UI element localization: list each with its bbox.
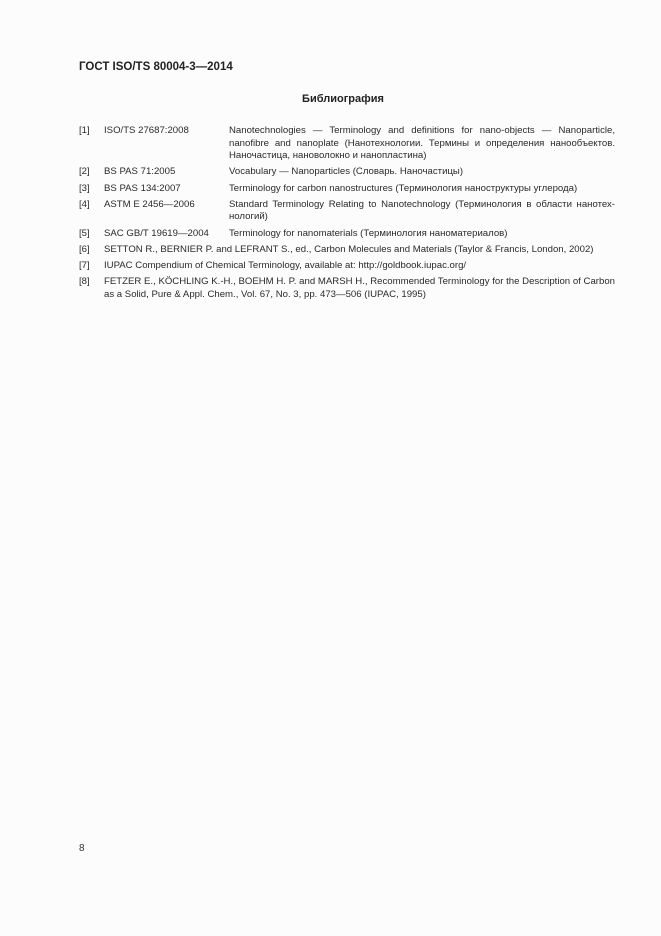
- bibliography-entry: [79, 244, 615, 257]
- entry-text: Nanotechnologies — Terminology and definitions for nano-objects — Nanoparticle, nanofibre and nanoplate (Нанотехнологии. Термины и определения нанообъектов. Наночастица, нановолокно и нанопластина): [229, 125, 615, 162]
- entry-number: [7]: [79, 259, 90, 271]
- document-standard-code: ГОСТ ISO/TS 80004-3—2014: [79, 61, 233, 73]
- entry-text: Terminology for carbon nanostructures (Терминология наноструктуры углерода): [229, 182, 578, 194]
- entry-text: Terminology for nanomaterials (Терминология наноматериалов): [229, 227, 508, 239]
- entry-number: [8]: [79, 276, 90, 288]
- entry-number: [4]: [79, 198, 90, 210]
- entry-text: SETTON R., BERNIER P. and LEFRANT S., ed., Carbon Molecules and Materials (Taylor & Francis, London, 2002): [104, 243, 594, 255]
- entry-number: [5]: [79, 227, 90, 239]
- entry-text: FETZER E., KÖCHLING K.-H., BOEHM H. P. and MARSH H., Recommended Terminology for the Description of Carbon as a Solid, Pure & Appl. Chem., Vol. 67, No. 3, pp. 473—506 (IUPAC, 1995): [104, 276, 615, 300]
- page-number: 8: [79, 843, 85, 854]
- entry-number: [6]: [79, 243, 90, 255]
- entry-code: ASTM E 2456—2006: [104, 198, 195, 210]
- entry-code: BS PAS 134:2007: [104, 182, 181, 194]
- bibliography-entry: [79, 276, 615, 301]
- bibliography-entry: [79, 260, 615, 273]
- entry-text: Standard Terminology Relating to Nanotechnology (Терминология в области нанотех-нологий): [229, 198, 615, 223]
- entry-number: [2]: [79, 166, 90, 178]
- entry-text: IUPAC Compendium of Chemical Terminology, available at: http://goldbook.iupac.org/: [104, 259, 467, 271]
- bibliography-entry: [79, 183, 615, 196]
- entry-number: [1]: [79, 125, 90, 136]
- entry-code: SAC GB/T 19619—2004: [104, 227, 209, 239]
- section-title: Библиография: [302, 93, 384, 105]
- bibliography-entry: [79, 199, 615, 224]
- bibliography-entry: [79, 166, 615, 179]
- entry-code: ISO/TS 27687:2008: [104, 125, 189, 136]
- entry-text: Vocabulary — Nanoparticles (Словарь. Наночастицы): [229, 166, 464, 178]
- entry-code: BS PAS 71:2005: [104, 166, 176, 178]
- bibliography-entry: [79, 125, 615, 163]
- bibliography-list: [79, 125, 615, 305]
- bibliography-entry: [79, 228, 615, 241]
- entry-number: [3]: [79, 182, 90, 194]
